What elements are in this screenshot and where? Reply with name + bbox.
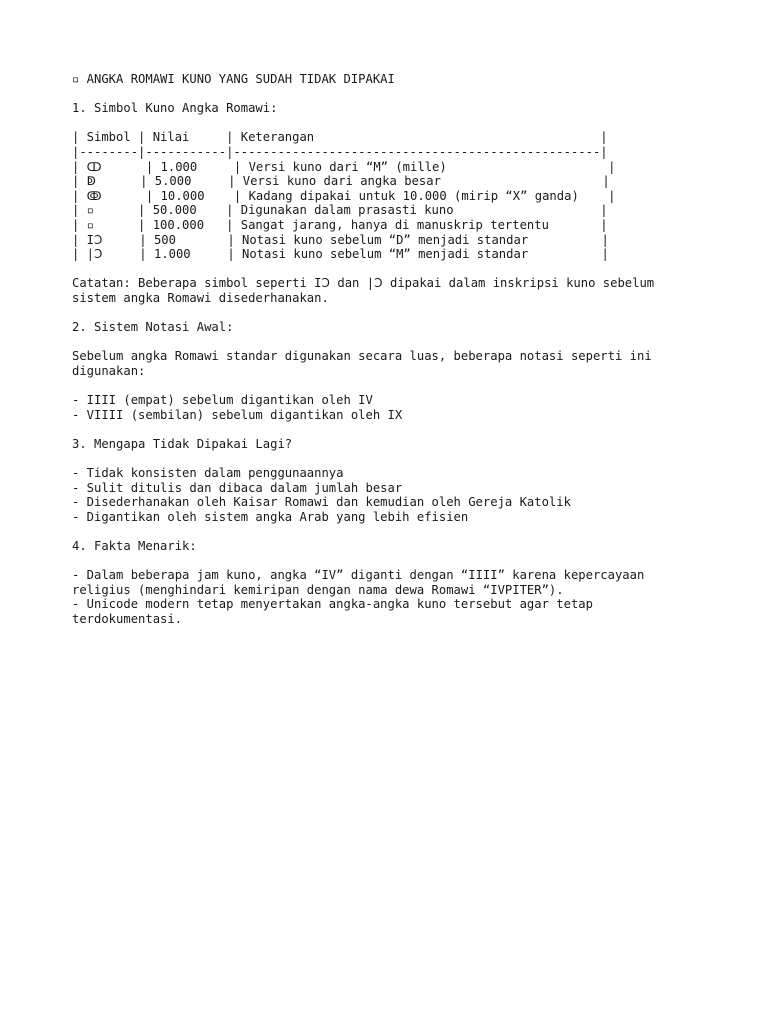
table-row: | ↁ | 5.000 | Versi kuno dari angka besar | [72, 174, 610, 189]
table-separator-row: |--------|-----------|--------------------------------------------------| [72, 144, 608, 159]
list-item: - Digantikan oleh sistem angka Arab yang lebih efisien [72, 509, 469, 524]
spacer [72, 451, 712, 466]
spacer [72, 524, 712, 539]
table-row: | ▫ | 50.000 | Digunakan dalam prasasti kuno | [72, 203, 608, 218]
note-line: sistem angka Romawi disederhanakan. [72, 290, 329, 305]
section-2-heading: 2. Sistem Notasi Awal: [72, 320, 234, 335]
table-row: | |Ↄ | 1.000 | Notasi kuno sebelum “M” menjadi standar | [72, 247, 609, 262]
list-item-line: religius (menghindari kemiripan dengan nama dewa Romawi “IVPITER”). [72, 582, 564, 597]
section-2-intro [72, 349, 712, 378]
section-4-list [72, 568, 712, 626]
document-page [72, 72, 712, 627]
section-1-note [72, 276, 712, 305]
document-title: ▫ ANGKA ROMAWI KUNO YANG SUDAH TIDAK DIPAKAI [72, 72, 395, 86]
table-row: | IↃ | 500 | Notasi kuno sebelum “D” menjadi standar | [72, 232, 609, 247]
list-item: - Sulit ditulis dan dibaca dalam jumlah besar [72, 480, 403, 495]
table-row: | ↀ | 1.000 | Versi kuno dari “M” (mille) | [72, 159, 616, 174]
list-item: - Tidak konsisten dalam penggunaannya [72, 466, 344, 481]
spacer [72, 422, 712, 437]
list-item: - IIII (empat) sebelum digantikan oleh IV [72, 393, 373, 408]
spacer [72, 262, 712, 277]
spacer [72, 306, 712, 321]
paragraph-line: digunakan: [72, 363, 146, 378]
section-2-list [72, 393, 712, 422]
paragraph-line: Sebelum angka Romawi standar digunakan secara luas, beberapa notasi seperti ini [72, 349, 652, 364]
table-row: | ▫ | 100.000 | Sangat jarang, hanya di manuskrip tertentu | [72, 217, 608, 232]
table-header-row: | Simbol | Nilai | Keterangan | [72, 130, 608, 145]
symbol-table [72, 130, 712, 261]
spacer [72, 335, 712, 350]
spacer [72, 554, 712, 569]
section-4-heading: 4. Fakta Menarik: [72, 539, 197, 553]
list-item-line: terdokumentasi. [72, 611, 183, 626]
section-1-heading: 1. Simbol Kuno Angka Romawi: [72, 101, 278, 116]
spacer [72, 87, 712, 102]
list-item: - VIIII (sembilan) sebelum digantikan oleh IX [72, 407, 403, 422]
table-row: | ↂ | 10.000 | Kadang dipakai untuk 10.000 (mirip “X” ganda) | [72, 188, 616, 203]
list-item-line: - Dalam beberapa jam kuno, angka “IV” diganti dengan “IIII” karena kepercayaan [72, 568, 645, 583]
list-item: - Disederhanakan oleh Kaisar Romawi dan kemudian oleh Gereja Katolik [72, 495, 571, 510]
spacer [72, 378, 712, 393]
note-line: Catatan: Beberapa simbol seperti IↃ dan |Ↄ dipakai dalam inskripsi kuno sebelum [72, 276, 655, 291]
list-item-line: - Unicode modern tetap menyertakan angka-angka kuno tersebut agar tetap [72, 597, 593, 612]
section-3-heading: 3. Mengapa Tidak Dipakai Lagi? [72, 436, 293, 451]
spacer [72, 116, 712, 131]
section-3-list [72, 466, 712, 524]
